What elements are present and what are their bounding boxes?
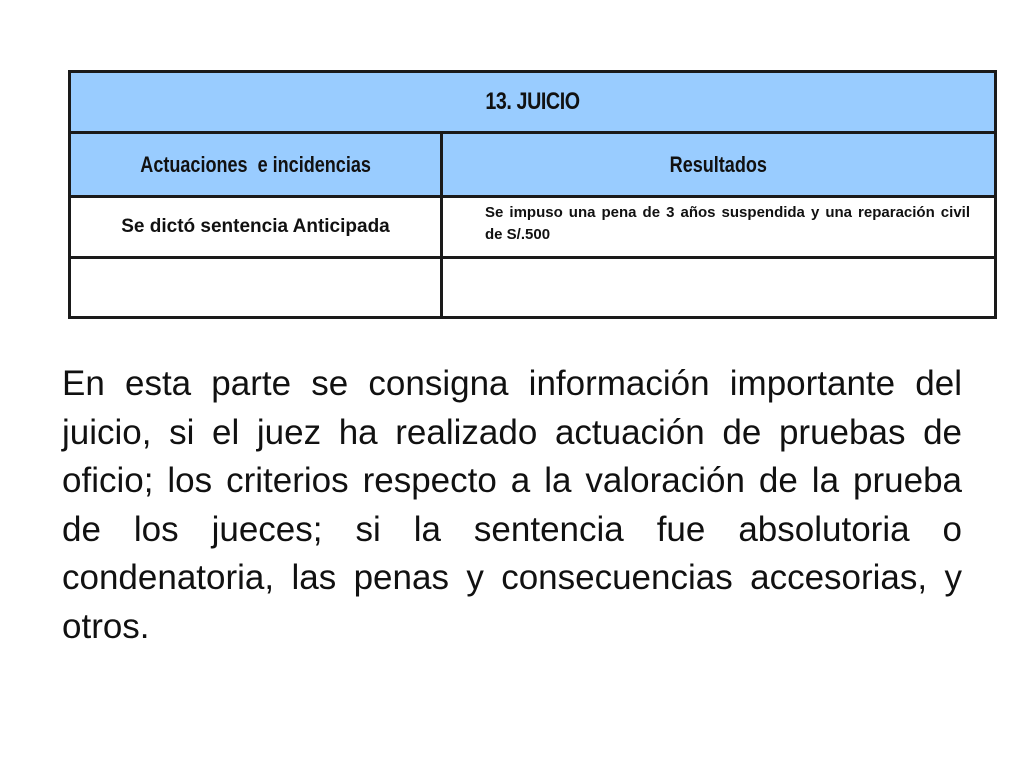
header-cell-actuaciones	[71, 134, 443, 195]
table-cell-actuacion	[71, 198, 443, 256]
table-title-row	[71, 73, 994, 134]
table-title: 13. JUICIO	[485, 88, 580, 115]
header-actuaciones: Actuaciones e incidencias	[140, 151, 371, 177]
table-header-row	[71, 134, 994, 198]
actuacion-text: Se dictó sentencia Anticipada	[121, 216, 390, 237]
table-cell-resultado	[443, 198, 994, 256]
table-row	[71, 198, 994, 259]
table-cell-empty-right	[443, 259, 994, 316]
resultado-text: Se impuso una pena de 3 años suspendida y una reparación civil de S/.500	[485, 204, 970, 243]
header-resultados: Resultados	[669, 151, 768, 177]
header-cell-resultados	[443, 134, 994, 195]
table-cell-empty-left	[71, 259, 443, 316]
table-row-empty	[71, 259, 994, 316]
body-paragraph: En esta parte se consigna información importante del juicio, si el juez ha realizado actuación de pruebas de oficio; los criterios respecto a la valoración de la prueba de los jueces; si la sentencia fue absolutoria o condenatoria, las penas y consecuencias accesorias, y otros.	[62, 364, 962, 646]
juicio-table	[68, 70, 997, 319]
